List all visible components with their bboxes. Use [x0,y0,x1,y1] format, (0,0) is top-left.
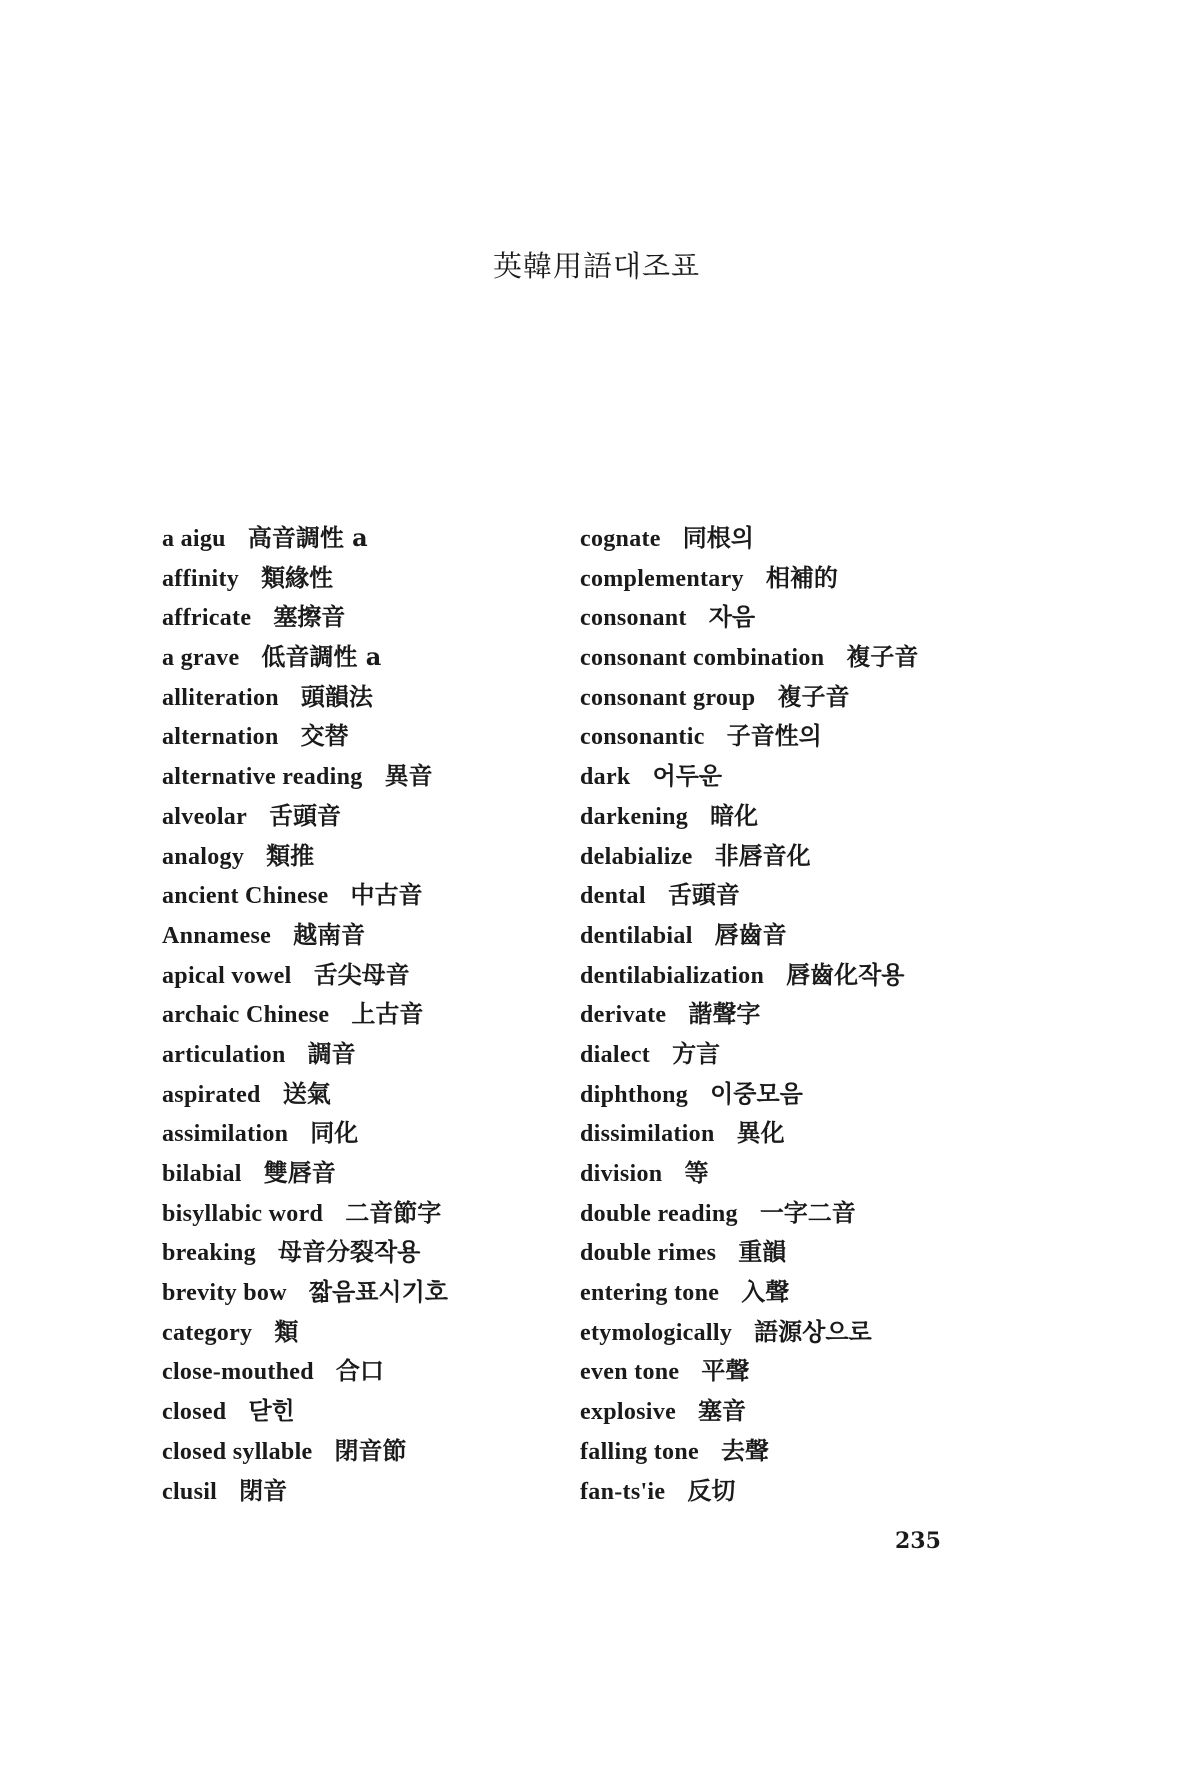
english-term: category [162,1319,253,1346]
glossary-entry [580,716,1010,756]
glossary-entry [162,1193,562,1233]
korean-gloss: 非唇音化 [714,840,811,870]
english-term: affricate [162,605,252,632]
glossary-entry [580,796,1010,836]
glossary-entry [580,1113,1010,1153]
english-term: dentilabial [580,922,693,949]
korean-gloss: 低音調性 a [261,642,382,672]
glossary-entry [580,1074,1010,1114]
english-term: closed [162,1399,227,1426]
english-term: alveolar [162,803,248,830]
korean-gloss: 合口 [335,1356,384,1386]
glossary-entry [580,836,1010,876]
korean-gloss: 等 [684,1158,709,1187]
english-term: even tone [580,1359,680,1386]
korean-gloss: 異音 [384,761,433,791]
english-term: affinity [162,565,240,592]
glossary-entry [162,677,562,717]
english-term: explosive [580,1399,677,1426]
korean-gloss: 暗化 [710,800,759,830]
english-term: bilabial [162,1161,242,1187]
glossary-entry [162,756,562,796]
glossary-entry [162,1034,562,1074]
english-term: analogy [162,843,245,870]
glossary-entry [580,1391,1010,1431]
english-term: a grave [162,645,240,672]
english-term: delabialize [580,843,693,870]
glossary-entry [162,875,562,915]
korean-gloss: 複子音 [846,642,919,672]
glossary-entry [580,994,1010,1034]
glossary-entry [162,1351,562,1391]
korean-gloss: 入聲 [741,1277,790,1307]
glossary-entry [162,994,562,1034]
english-term: complementary [580,565,744,592]
english-term: archaic Chinese [162,1002,330,1029]
english-term: diphthong [580,1081,689,1108]
glossary-entry [162,1113,562,1153]
english-term: apical vowel [162,962,292,989]
glossary-entry [580,677,1010,717]
english-term: dissimilation [580,1121,715,1148]
glossary-entry [162,915,562,955]
glossary-entry [580,1153,1010,1193]
korean-gloss: 越南音 [293,919,366,949]
english-term: etymologically [580,1319,733,1346]
left-glossary-column [162,518,562,1510]
korean-gloss: 類推 [266,840,315,870]
english-term: articulation [162,1041,286,1068]
english-term: consonantic [580,724,705,751]
korean-gloss: 諧聲字 [688,999,761,1029]
glossary-entry [162,1153,562,1193]
korean-gloss: 中古音 [350,880,423,910]
korean-gloss: 塞音 [698,1396,747,1426]
english-term: alliteration [162,684,279,711]
glossary-entry [580,915,1010,955]
korean-gloss: 方言 [672,1038,721,1068]
korean-gloss: 平聲 [701,1356,750,1386]
english-term: closed syllable [162,1438,313,1465]
english-term: derivate [580,1002,667,1029]
glossary-entry [162,836,562,876]
english-term: fan-ts'ie [580,1478,666,1505]
korean-gloss: 頭韻法 [300,681,373,711]
english-term: a aigu [162,526,226,552]
korean-gloss: 唇齒音 [714,919,787,949]
korean-gloss: 塞擦音 [273,602,346,632]
glossary-entry [580,1312,1010,1352]
korean-gloss: 類緣性 [261,562,334,592]
english-term: double reading [580,1200,738,1227]
korean-gloss: 母音分裂작용 [277,1237,421,1267]
glossary-entry [580,1471,1010,1511]
korean-gloss: 이중모음 [710,1078,803,1108]
korean-gloss: 子音性의 [726,721,822,751]
glossary-entry [580,637,1010,677]
korean-gloss: 送氣 [282,1078,331,1108]
korean-gloss: 調音 [307,1038,356,1068]
english-term: Annamese [162,922,272,949]
glossary-entry [580,558,1010,598]
glossary-entry [162,716,562,756]
korean-gloss: 語源상으로 [754,1316,872,1346]
glossary-entry [580,955,1010,995]
korean-gloss: 唇齒化작용 [786,959,905,989]
english-term: alternative reading [162,764,363,791]
english-term: consonant combination [580,645,825,672]
glossary-entry [162,637,562,677]
glossary-entry [162,558,562,598]
korean-gloss: 닫힌 [248,1396,295,1426]
glossary-entry [580,1351,1010,1391]
korean-gloss: 同化 [310,1118,359,1148]
page-number: 235 [895,1528,941,1554]
english-term: dark [580,764,631,791]
glossary-entry [162,796,562,836]
english-term: aspirated [162,1081,261,1108]
english-term: close-mouthed [162,1359,314,1386]
korean-gloss: 去聲 [720,1435,769,1465]
english-term: division [580,1161,663,1187]
english-term: assimilation [162,1121,289,1148]
english-term: clusil [162,1478,218,1505]
glossary-entry [162,1431,562,1471]
english-term: falling tone [580,1438,699,1465]
korean-gloss: 閉音 [239,1475,288,1505]
glossary-entry [580,1193,1010,1233]
english-term: consonant [580,605,687,632]
glossary-entry [580,1431,1010,1471]
glossary-entry [162,1232,562,1272]
korean-gloss: 자음 [708,602,756,632]
glossary-entry [580,1034,1010,1074]
glossary-entry [580,518,1010,558]
glossary-entry [162,518,562,558]
korean-gloss: 交替 [300,721,349,751]
english-term: consonant group [580,684,756,711]
english-term: bisyllabic word [162,1200,324,1227]
english-term: ancient Chinese [162,883,329,910]
glossary-entry [580,875,1010,915]
glossary-entry [580,1272,1010,1312]
korean-gloss: 二音節字 [345,1197,442,1227]
korean-gloss: 雙唇音 [263,1158,336,1187]
glossary-entry [580,756,1010,796]
glossary-entry [162,597,562,637]
glossary-entry [162,1272,562,1312]
english-term: cognate [580,526,661,552]
korean-gloss: 一字二音 [759,1197,856,1227]
glossary-entry [162,1312,562,1352]
korean-gloss: 짧음표시기호 [308,1277,448,1307]
korean-gloss: 異化 [736,1118,785,1148]
english-term: dental [580,883,646,910]
glossary-entry [162,1391,562,1431]
korean-gloss: 相補的 [765,562,838,592]
glossary-entry [162,1471,562,1511]
korean-gloss: 複子音 [777,681,850,711]
english-term: double rimes [580,1240,717,1267]
glossary-entry [580,1232,1010,1272]
english-term: dialect [580,1041,651,1068]
korean-gloss: 閉音節 [334,1435,407,1465]
english-term: breaking [162,1240,256,1267]
page-title: 英韓用語대조표 [492,249,701,283]
korean-gloss: 同根의 [682,523,754,552]
english-term: dentilabialization [580,962,765,989]
english-term: alternation [162,724,279,751]
korean-gloss: 舌尖母音 [313,959,410,989]
english-term: brevity bow [162,1280,287,1307]
korean-gloss: 類 [274,1316,299,1346]
right-glossary-column [580,518,1010,1510]
korean-gloss: 어두운 [652,761,723,791]
english-term: darkening [580,803,689,830]
korean-gloss: 高音調性 a [247,523,368,552]
korean-gloss: 上古音 [351,999,424,1029]
korean-gloss: 舌頭音 [667,880,740,910]
korean-gloss: 舌頭音 [269,800,342,830]
korean-gloss: 反切 [687,1475,736,1505]
english-term: entering tone [580,1280,720,1307]
glossary-entry [162,1074,562,1114]
glossary-entry [162,955,562,995]
glossary-entry [580,597,1010,637]
korean-gloss: 重韻 [738,1237,787,1267]
